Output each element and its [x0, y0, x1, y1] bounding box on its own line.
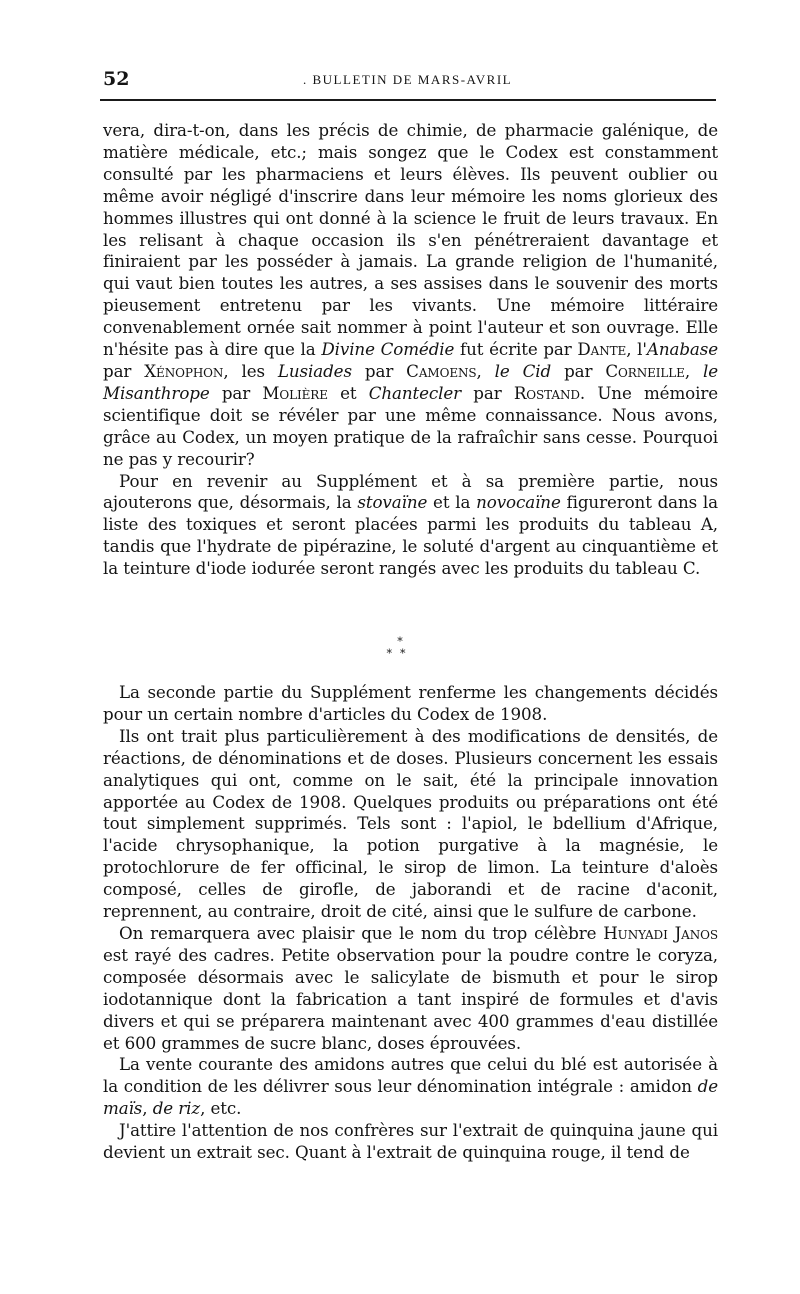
running-title: . BULLETIN DE MARS-AVRIL: [303, 72, 513, 87]
asterism-top: *: [397, 635, 403, 648]
page-header: [103, 68, 715, 92]
paragraph: On remarquera avec plaisir que le nom du trop célèbre Hunyadi Janos est rayé des cadres. Petite observation pour la poudre contre le coryza, composée désormais avec le salicylate de bismuth et pour le sirop iodotannique dont la fabrication a tant inspiré de formules et d'avis divers et qui se préparera maintenant avec 400 grammes d'eau distillée et 600 grammes de sucre blanc, doses éprouvées.: [103, 922, 718, 1053]
page-number: 52: [103, 68, 130, 90]
paragraph: La seconde partie du Supplément renferme les changements décidés pour un certain nombre d'articles du Codex de 1908.: [103, 682, 718, 724]
paragraph: Ils ont trait plus particulièrement à des modifications de densités, de réactions, de dénominations et de doses. Plusieurs concernent les essais analytiques qui ont, comme on le sait, été la principale innovation apportée au Codex de 1908. Quelques produits ou préparations ont été tout simplement supprimés. Tels sont : l'apiol, le bdellium d'Afrique, l'acide chrysophanique, la potion purgative à la magnésie, le protochlorure de fer officinal, le sirop de limon. La teinture d'aloès composé, celles de girofle, de jaborandi et de racine d'aconit, reprennent, au contraire, droit de cité, ainsi que le sulfure de carbone.: [103, 725, 718, 922]
paragraph: vera, dira-t-on, dans les précis de chimie, de pharmacie galénique, de matière médicale, etc.; mais songez que le Codex est constamment consulté par les pharmaciens et leurs élèves. Ils peuvent oublier ou même avoir négligé d'inscrire dans leur mémoire les noms glorieux des hommes illustres qui ont donné à la science le fruit de leurs travaux. En les relisant à chaque occasion ils s'en pénétreraient davantage et finiraient par les posséder à jamais. La grande religion de l'humanité, qui vaut bien toutes les autres, a ses assises dans le souvenir des morts pieusement entretenu par les vivants. Une mémoire littéraire convenablement ornée sait nommer à point l'auteur et son ouvrage. Elle n'hésite pas à dire que la Divine Comédie fut écrite par Dante, l'Anabase par Xénophon, les Lusiades par Camoens, le Cid par Corneille, le Misanthrope par Molière et Chantecler par Rostand. Une mémoire scientifique doit se révéler par une même connaissance. Nous avons, grâce au Codex, un moyen pratique de la rafraîchir sans cesse. Pourquoi ne pas y recourir?: [103, 120, 719, 469]
header-rule: [100, 99, 716, 101]
text-block-lower: [103, 682, 718, 1164]
text-block-upper: [103, 120, 718, 580]
paragraph: J'attire l'attention de nos confrères sur l'extrait de quinquina jaune qui devient un extrait sec. Quant à l'extrait de quinquina rouge, il tend de: [103, 1120, 718, 1163]
paragraph: La vente courante des amidons autres que celui du blé est autorisée à la condition de les délivrer sous leur dénomination intégrale : amidon de maïs, de riz, etc.: [103, 1054, 718, 1119]
asterism-bottom: **: [386, 647, 414, 660]
paragraph: Pour en revenir au Supplément et à sa première partie, nous ajouterons que, désormais, la stovaïne et la novocaïne figureront dans la liste des toxiques et seront placées parmi les produits du tableau A, tandis que l'hydrate de pipérazine, le soluté d'argent au cinquantième et la teinture d'iode iodurée seront rangés avec les produits du tableau C.: [103, 470, 718, 579]
